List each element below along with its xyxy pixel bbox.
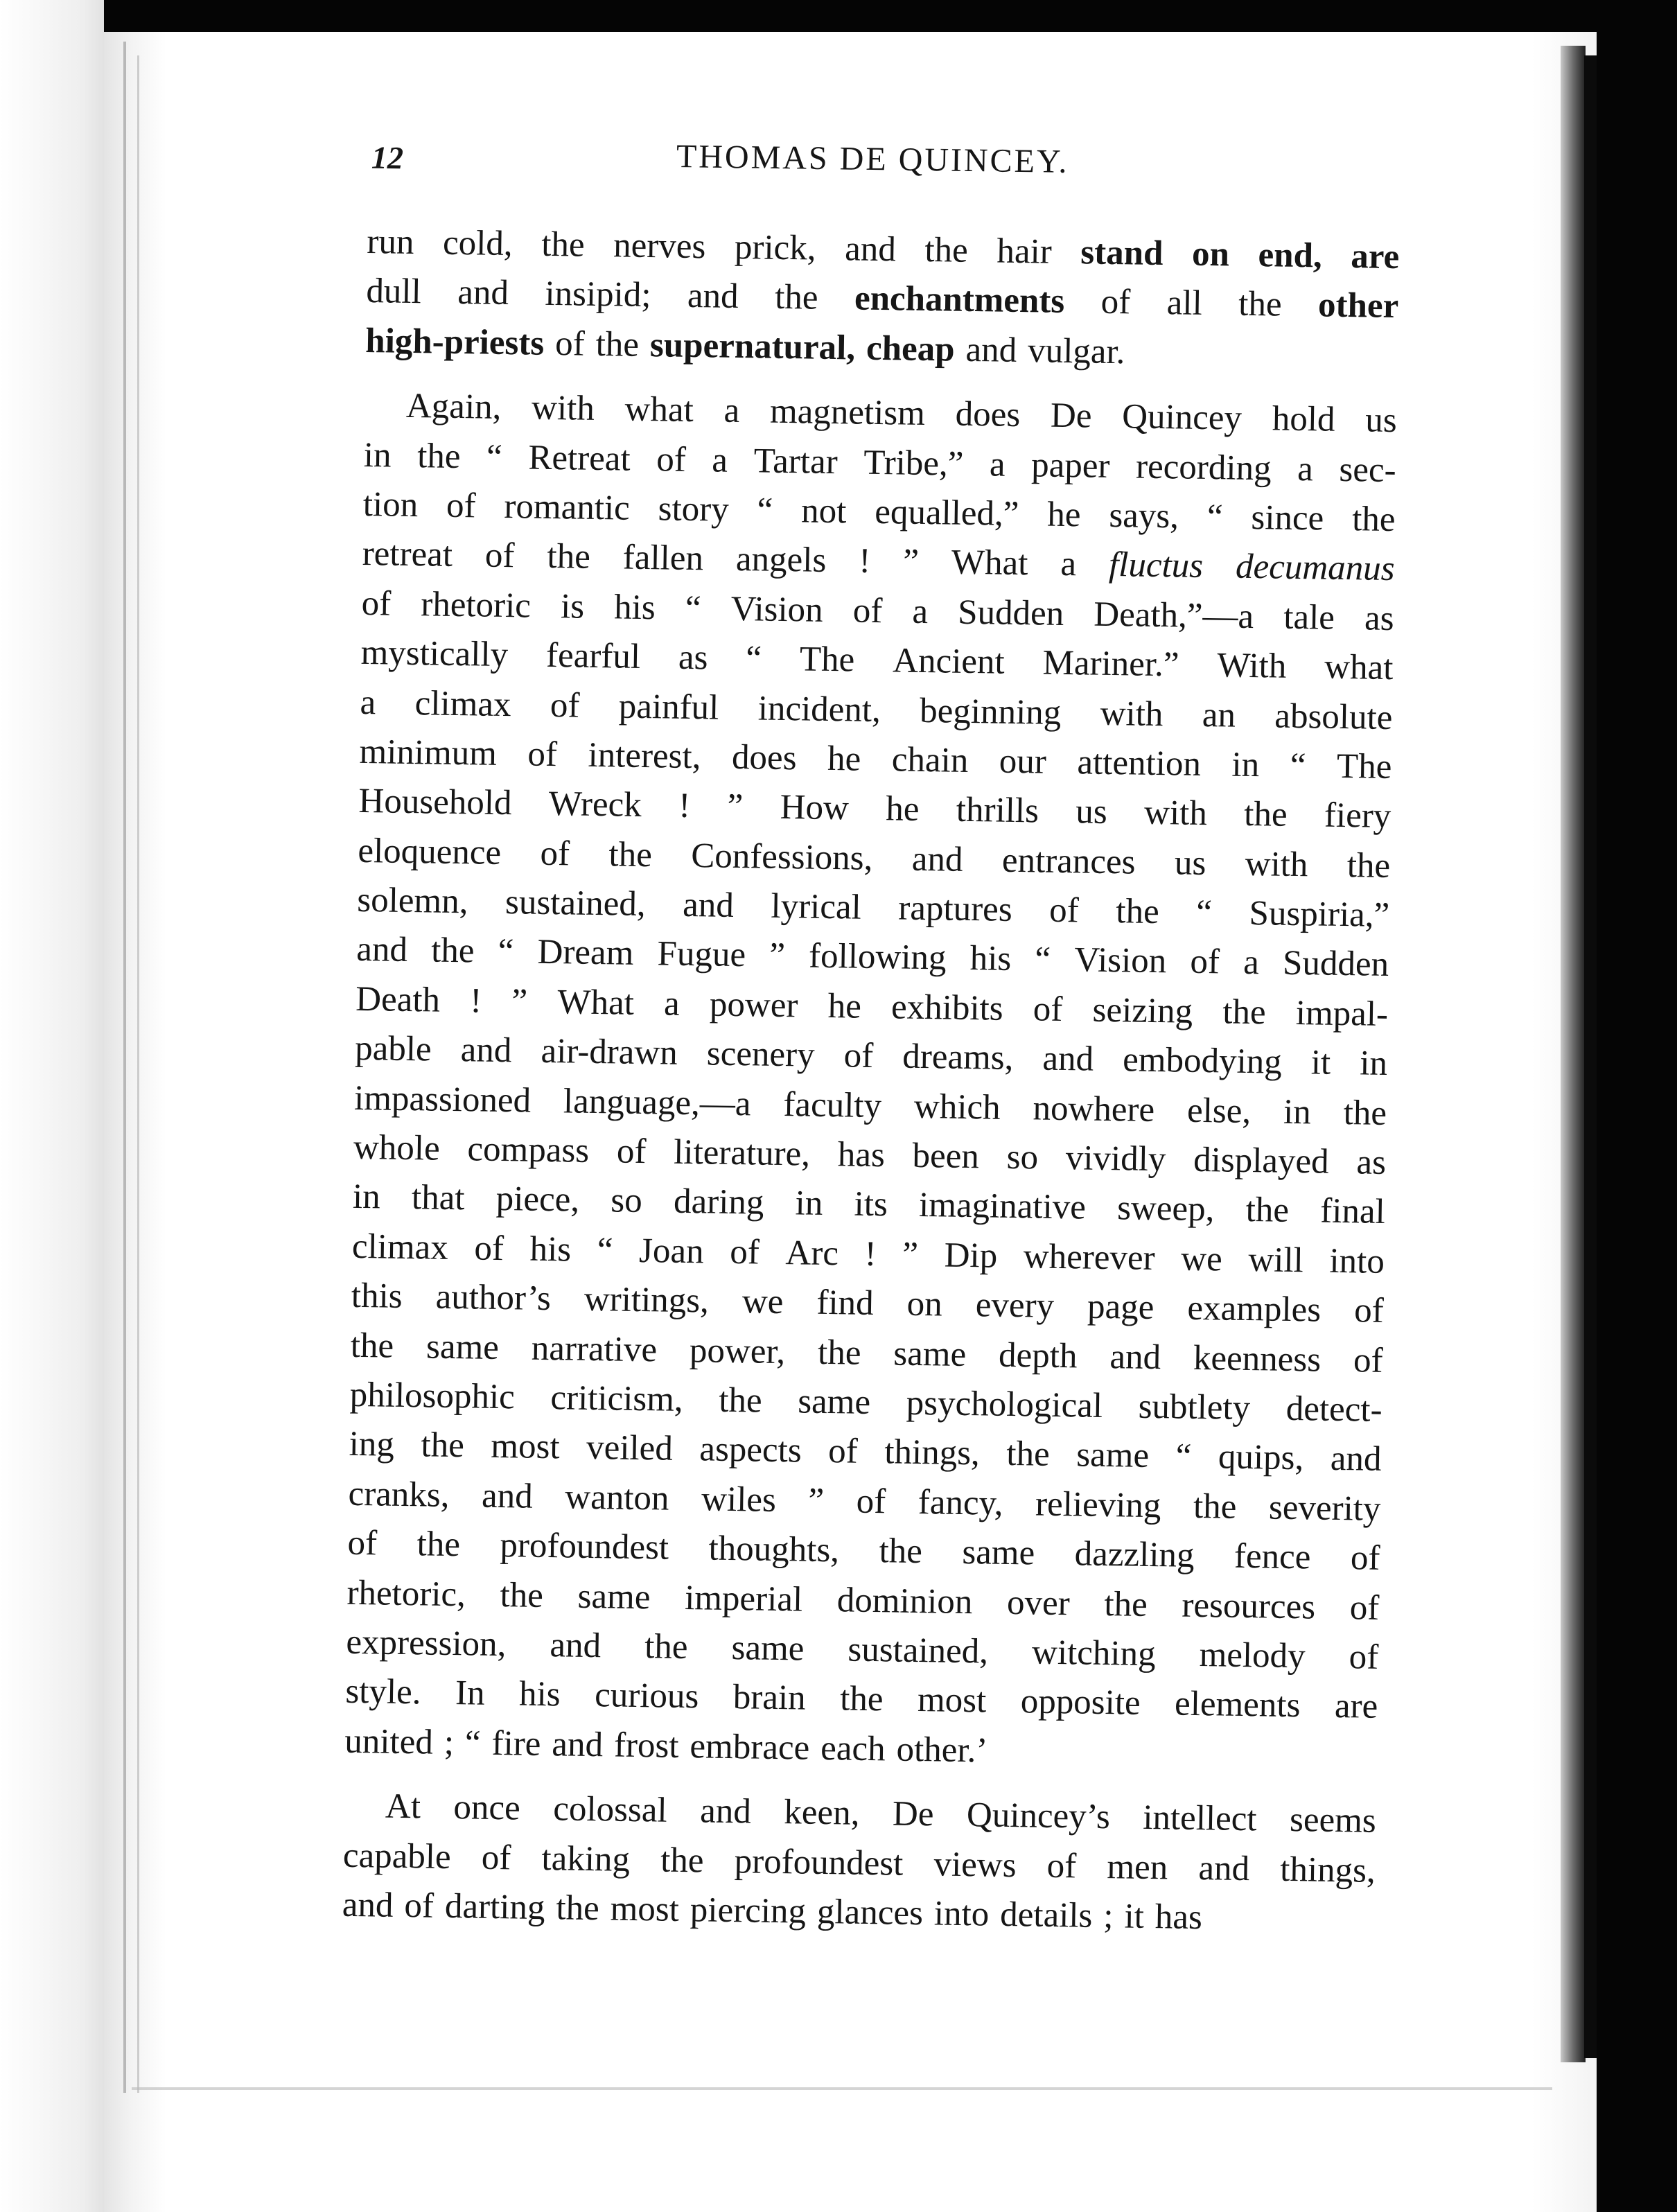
text-line: pable and air-drawn scenery of dreams, and embodying it in [354, 1029, 1388, 1084]
body-text [342, 218, 1400, 1938]
text-line: ing the most veiled aspects of things, the same “ quips, and [349, 1425, 1382, 1480]
text-line: in that piece, so daring in its imaginative sweep, the final [352, 1177, 1386, 1232]
page-edge-line [137, 55, 139, 2093]
text-line: high-priests of the supernatural, cheap and vulgar. [365, 321, 1125, 372]
text-line: dull and insipid; and the enchantments of all the other [366, 272, 1399, 326]
text-line: style. In his curious brain the most opposite elements are [345, 1672, 1378, 1727]
text-line: solemn, sustained, and lyrical raptures of the “ Suspiria,” [356, 880, 1390, 936]
text-line: whole compass of literature, has been so vividly displayed as [353, 1127, 1387, 1182]
text-line: run cold, the nerves prick, and the hair stand on end, are [367, 222, 1400, 277]
text-line: At once colossal and keen, De Quincey’s intellect seems [385, 1787, 1377, 1841]
text-line: tion of romantic story “ not equalled,” he says, “ since the [362, 484, 1396, 540]
gutter-shadow [1561, 46, 1586, 2062]
text-line: Death ! ” What a power he exhibits of seizing the impal- [355, 979, 1389, 1034]
text-line: united ; “ fire and frost embrace each other.’ [344, 1721, 988, 1771]
text-line: rhetoric, the same imperial dominion over the resources of [346, 1573, 1380, 1628]
text-line: of rhetoric is his “ Vision of a Sudden Death,”—a tale as [361, 583, 1394, 638]
scan-top-border [104, 0, 1677, 32]
page-bottom-edge [132, 2087, 1552, 2090]
text-line: climax of his “ Joan of Arc ! ” Dip wherever we will into [351, 1227, 1385, 1281]
page-number: 12 [371, 139, 404, 176]
scan-right-border [1597, 0, 1677, 2212]
text-line: Household Wreck ! ” How he thrills us with the fiery [358, 782, 1391, 836]
text-line: and of darting the most piercing glances into details ; it has [342, 1885, 1203, 1938]
text-line: impassioned language,—a faculty which nowhere else, in the [353, 1078, 1387, 1133]
running-title: THOMAS DE QUINCEY. [676, 138, 1069, 180]
text-line: eloquence of the Confessions, and entrances us with the [358, 831, 1391, 886]
text-line: cranks, and wanton wiles ” of fancy, relieving the severity [348, 1474, 1381, 1529]
page-edge-line [123, 42, 126, 2093]
running-head [371, 136, 1390, 180]
text-line: in the “ Retreat of a Tartar Tribe,” a paper recording a sec- [363, 435, 1396, 490]
scan-left-margin [0, 0, 104, 2212]
text-line: capable of taking the profoundest views of men and things, [342, 1836, 1376, 1890]
text-line: a climax of painful incident, beginning with an absolute [360, 683, 1393, 737]
text-line: minimum of interest, does he chain our attention in “ The [359, 732, 1392, 787]
text-line: the same narrative power, the same depth and keenness of [350, 1326, 1383, 1380]
text-line: Again, with what a magnetism does De Quincey hold us [405, 387, 1398, 441]
text-line: this author’s writings, we find on every page examples of [351, 1276, 1385, 1331]
text-line: of the profoundest thoughts, the same dazzling fence of [347, 1523, 1380, 1579]
text-line: expression, and the same sustained, witching melody of [346, 1622, 1379, 1677]
text-line: mystically fearful as “ The Ancient Mariner.” With what [360, 633, 1394, 688]
text-line: retreat of the fallen angels ! ” What a fluctus decumanus [362, 534, 1395, 589]
text-line: philosophic criticism, the same psychological subtlety detect- [349, 1375, 1382, 1430]
text-line: and the “ Dream Fugue ” following his “ Vision of a Sudden [355, 930, 1389, 985]
binding-edge [1584, 55, 1597, 2058]
